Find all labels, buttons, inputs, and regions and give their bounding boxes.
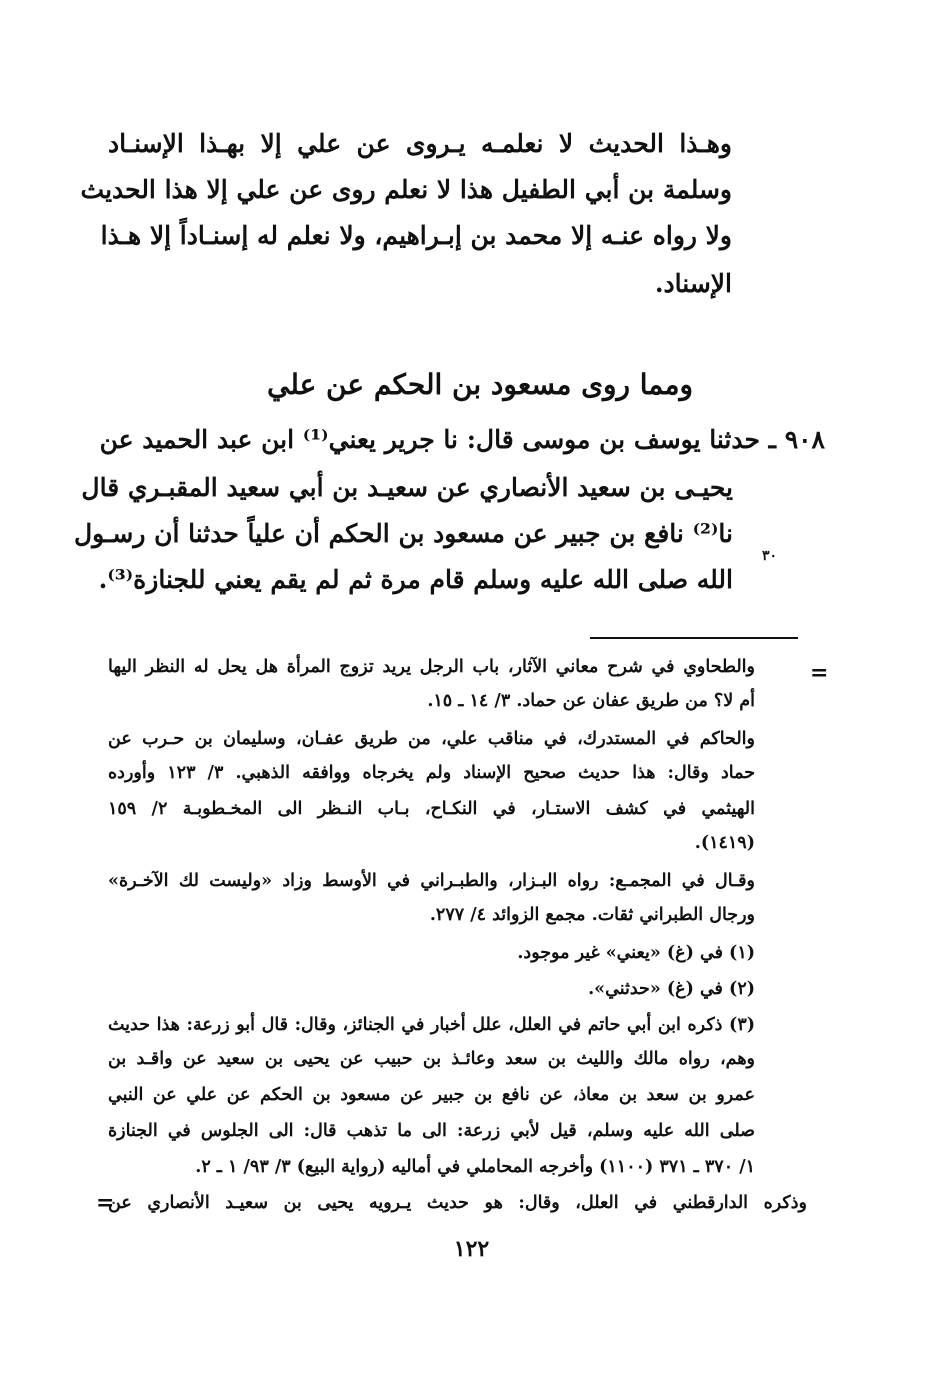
- footnote-line: أم لا؟ من طريق عفان عن حماد. ٣/ ١٤ ـ ١٥.: [427, 691, 755, 711]
- footnote-1: (١) في (غ) «يعني» غير موجود.: [517, 943, 755, 963]
- footnote-line: صلى الله عليه وسلم، قيل لأبي زرعة: الى ما تذهب قال: الى الجلوس في الجنازة: [108, 1121, 755, 1141]
- top-paragraph-line: وسلمة بن أبي الطفيل هذا لا نعلم روى عن علي إلا هذا الحديث: [80, 175, 732, 204]
- continuation-mark-right: =: [810, 660, 829, 686]
- footnote-line: الهيثمي في كشف الاستـار، في النكـاح، بـاب النـظر الى المخـطوبـة ٢/ ١٥٩: [108, 799, 755, 819]
- footnote-line: وذكره الدارقطني في العلل، وقال: هو حديث يـرويه يحيى بن سعيـد الأنصاري عن: [108, 1193, 807, 1213]
- hadith-number: ٩٠٨ ـ: [768, 425, 825, 454]
- footnote-line: ورجال الطبراني ثقات. مجمع الزوائد ٤/ ٢٧٧.: [429, 905, 755, 925]
- top-paragraph-line: ولا رواه عنـه إلا محمد بن إبـراهيم، ولا نعلم له إسنـاداً إلا هـذا: [100, 221, 732, 250]
- footnote-line: ١/ ٣٧٠ ـ ٣٧١ (١١٠٠) وأخرجه المحاملي في أماليه (رواية البيع) ٣/ ٩٣/ ١ ـ ٢.: [195, 1157, 755, 1177]
- hadith-line-text: حدثنا يوسف بن موسى قال: نا جرير يعني⁽¹⁾ ابن عبد الحميد عن: [99, 425, 760, 454]
- footnote-separator: [590, 637, 798, 639]
- footnote-line: وهم، رواه مالك والليث بن سعد وعائـذ بن حبيب عن يحيى بن سعيد عن واقـد بن: [108, 1049, 755, 1069]
- footnote-2: (٢) في (غ) «حدثني».: [588, 979, 755, 999]
- footnote-line: (١٤١٩).: [694, 833, 755, 853]
- continuation-mark-left: =: [96, 1190, 115, 1216]
- section-heading: ومما روى مسعود بن الحكم عن علي: [266, 368, 694, 401]
- hadith-line: [99, 420, 825, 460]
- footnote-line: حماد وقال: هذا حديث صحيح الإسناد ولم يخرجاه ووافقه الذهبي. ٣/ ١٢٣ وأورده: [108, 763, 756, 783]
- footnote-3: (٣) ذكره ابن أبي حاتم في العلل، علل أخبار في الجنائز، وقال: قال أبو زرعة: هذا حديث: [108, 1015, 755, 1035]
- hadith-line: نا⁽²⁾ نافع بن جبير عن مسعود بن الحكم أن علياً حدثنا أن رسـول: [74, 519, 733, 548]
- page-number: ١٢٢: [453, 1236, 490, 1262]
- top-paragraph-line: الإسناد.: [654, 269, 732, 298]
- footnote-line: والطحاوي في شرح معاني الآثار، باب الرجل يريد تزوج المرأة هل يحل له النظر اليها: [108, 657, 755, 677]
- top-paragraph-line: وهـذا الحديث لا نعلمـه يـروى عن علي إلا بهـذا الإسنـاد: [108, 129, 732, 158]
- footnote-line: عمرو بن سعد بن معاذ، عن نافع بن جبير عن مسعود بن الحكم عن علي عن النبي: [108, 1085, 755, 1105]
- footnote-line: وقـال في المجمـع: رواه البـزار، والطبـراني في الأوسط وزاد «وليست لك الآخـرة»: [108, 871, 755, 891]
- hadith-line: يحيـى بن سعيد الأنصاري عن سعيـد بن أبي سعيد المقبـري قال: [81, 473, 733, 502]
- hadith-line: الله صلى الله عليه وسلم قام مرة ثم لم يقم يعني للجنازة⁽³⁾.: [98, 565, 733, 594]
- footnote-line: والحاكم في المستدرك، في مناقب علي، من طريق عفـان، وسليمان بن حـرب عن: [108, 729, 755, 749]
- margin-mark: ٣٠: [762, 548, 778, 564]
